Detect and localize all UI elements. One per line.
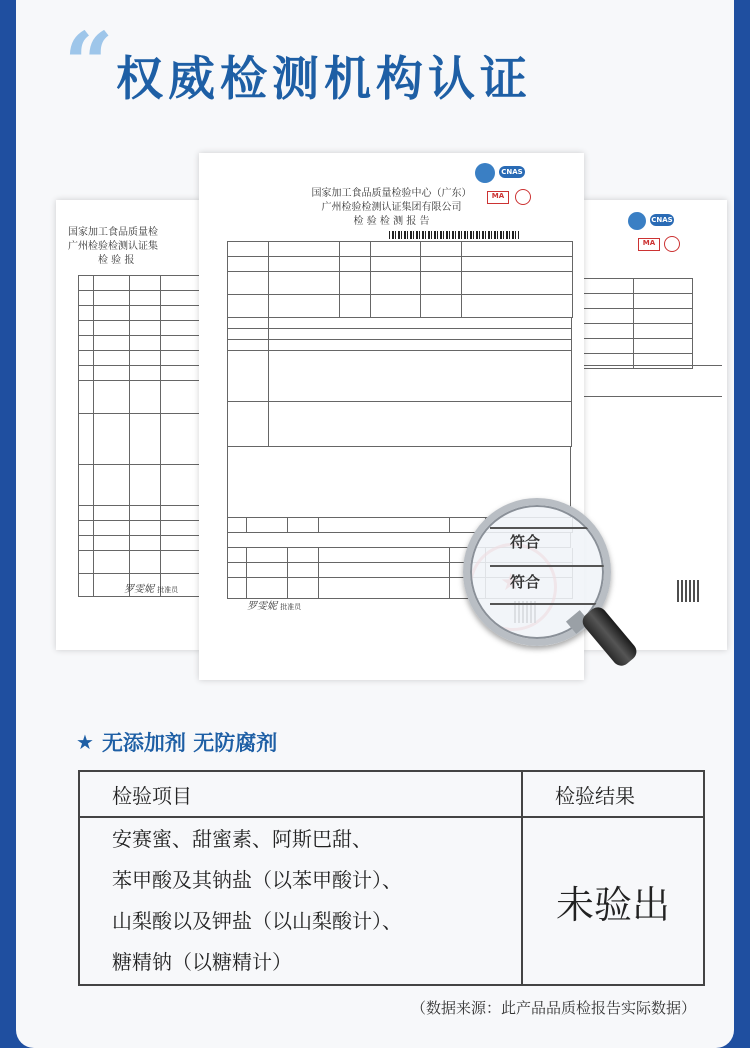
content-panel	[16, 0, 734, 1048]
ma-logo-icon: MA	[487, 191, 509, 204]
org-line1: 国家加工食品质量检验中心（广东）	[311, 188, 472, 199]
left-org-line1: 国家加工食品质量检	[68, 227, 158, 238]
item-4: 糖精钠（以糖精计）	[112, 950, 292, 974]
quote-mark-icon: “	[64, 14, 114, 115]
item-2: 苯甲酸及其钠盐（以苯甲酸计）、	[112, 868, 402, 892]
right-report-table	[582, 278, 693, 369]
magnified-cell-1: 符合	[510, 533, 541, 551]
left-sign-role: 批准员	[157, 586, 179, 594]
cnas-logo-icon: CNAS	[651, 216, 673, 224]
sign-role: 批准员	[280, 603, 302, 611]
section-subtitle	[76, 727, 277, 757]
ma-logo-icon: MA	[638, 238, 660, 251]
data-source-note: （数据来源：此产品品质检报告实际数据）	[411, 999, 697, 1017]
cal-logo-icon	[515, 189, 531, 205]
subtitle-text: 无添加剂 无防腐剂	[101, 731, 278, 755]
header-result: 检验结果	[522, 771, 704, 817]
page-title: 权威检测机构认证	[116, 52, 532, 107]
left-signature: 罗雯妮	[124, 584, 154, 595]
result-table	[78, 770, 705, 986]
item-1: 安赛蜜、甜蜜素、阿斯巴甜、	[112, 827, 372, 851]
doc-title: 检 验 检 测 报 告	[353, 216, 430, 227]
items-cell	[79, 817, 522, 985]
qr-code-icon	[677, 580, 699, 602]
cal-logo-icon	[664, 236, 680, 252]
barcode-icon	[389, 231, 519, 239]
org-line2: 广州检验检测认证集团有限公司	[321, 202, 462, 213]
item-3: 山梨酸以及钾盐（以山梨酸计）、	[112, 909, 402, 933]
left-org-line2: 广州检验检测认证集	[68, 241, 158, 252]
magnified-cell-2: 符合	[510, 573, 541, 591]
left-report-table	[78, 275, 201, 597]
certification-logo-icon	[628, 212, 646, 230]
report-document-left	[56, 200, 201, 650]
header-item: 检验项目	[79, 771, 522, 817]
cnas-logo-icon: CNAS	[499, 166, 525, 178]
star-icon: ★	[76, 730, 94, 754]
signature: 罗雯妮	[247, 601, 277, 612]
result-value: 未验出	[522, 817, 704, 985]
certification-logo-icon	[475, 163, 495, 183]
left-doc-title: 检 验 报	[98, 255, 135, 266]
